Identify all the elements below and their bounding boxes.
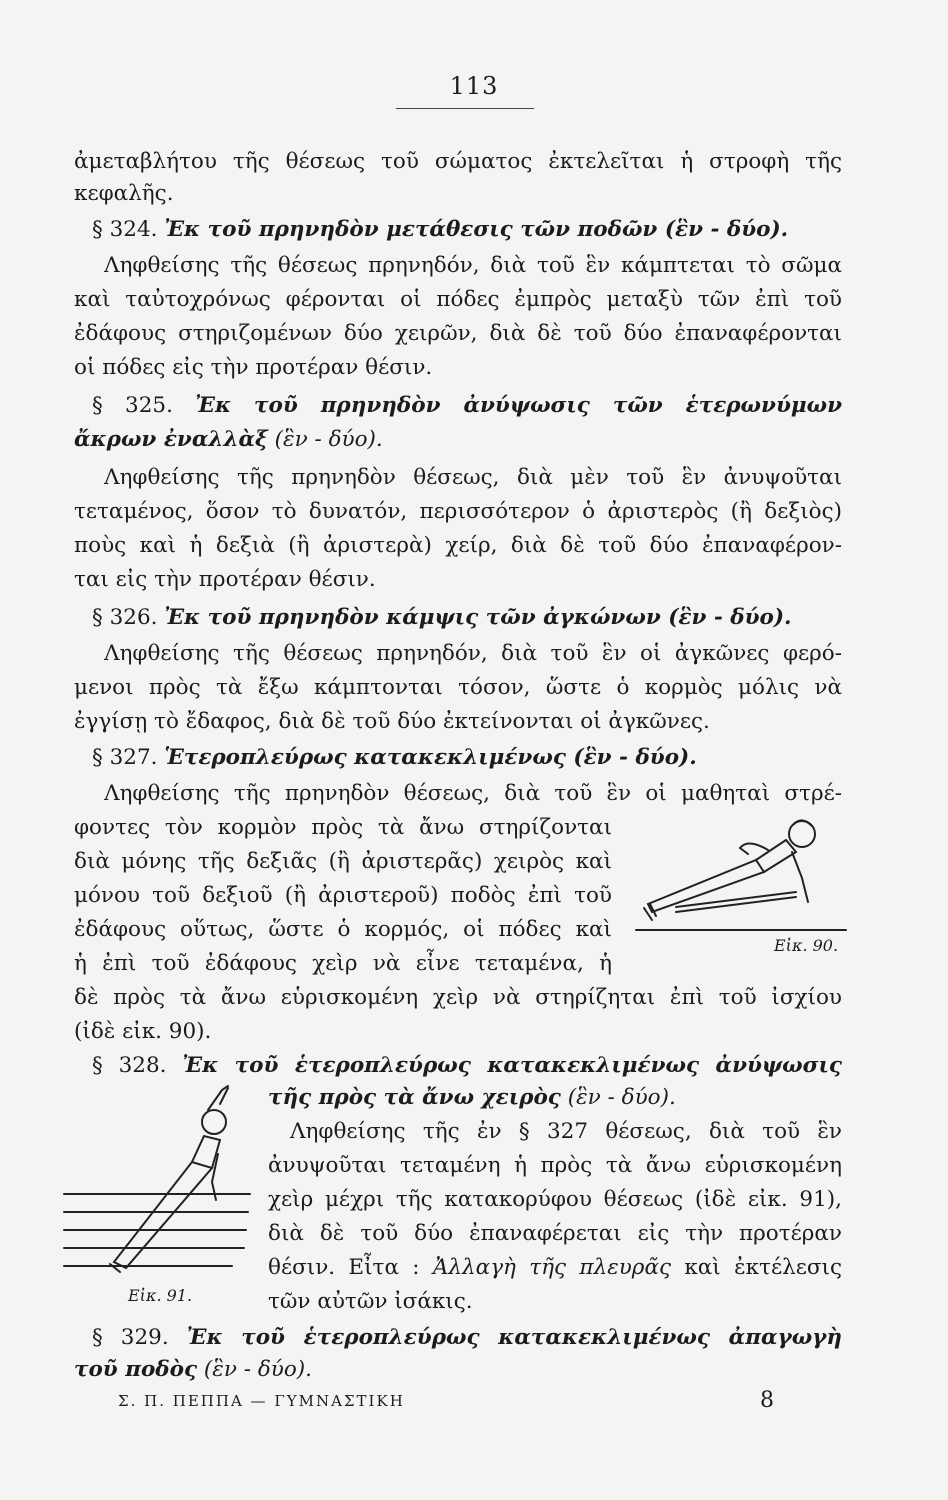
figure-91-illustration	[62, 1082, 252, 1282]
section-number: § 324.	[92, 217, 158, 242]
section-title: Ἐκ τοῦ ἑτεροπλεύρως κατακεκλιμένως ἀνύψωσις	[182, 1053, 842, 1078]
section-329-heading-cont	[74, 1354, 842, 1386]
text-line: ἡ ἐπὶ τοῦ ἐδάφους χεὶρ νὰ εἶνε τεταμένα, ἡ	[74, 951, 612, 976]
text-line: διὰ μόνης τῆς δεξιᾶς (ἢ ἀριστερᾶς) χειρὸς καὶ	[74, 849, 612, 874]
text-line: καὶ ταὐτοχρόνως φέρονται οἱ πόδες ἐμπρὸς μεταξὺ τῶν ἐπὶ τοῦ	[74, 287, 842, 312]
text-line: Ληφθείσης τῆς θέσεως πρηνηδόν, διὰ τοῦ ἓν οἱ ἀγκῶνες φερό-	[104, 641, 842, 666]
text-line: ἐδάφους στηριζομένων δύο χειρῶν, διὰ δὲ τοῦ δύο ἐπαναφέρονται	[74, 321, 842, 346]
text-line: Ληφθείσης τῆς πρηνηδὸν θέσεως, διὰ μὲν τοῦ ἓν ἀνυψοῦται	[104, 465, 842, 490]
section-329-heading	[92, 1322, 842, 1354]
text-line: κεφαλῆς.	[74, 181, 174, 206]
section-title: Ἐκ τοῦ πρηνηδὸν κάμψις τῶν ἀγκώνων (ἓν - δύο).	[164, 605, 792, 630]
text-line: φοντες τὸν κορμὸν πρὸς τὰ ἄνω στηρίζονται	[74, 815, 612, 840]
text-line: ἐδάφους οὕτως, ὥστε ὁ κορμός, οἱ πόδες καὶ	[74, 917, 612, 942]
section-325-heading	[92, 390, 842, 422]
header-rule	[396, 108, 534, 109]
section-number: § 325.	[92, 393, 173, 418]
text-line: οἱ πόδες εἰς τὴν προτέραν θέσιν.	[74, 355, 433, 380]
section-325-heading-cont	[74, 424, 842, 456]
text-line: δὲ πρὸς τὰ ἄνω εὑρισκομένη χεὶρ νὰ στηρίζηται ἐπὶ τοῦ ἰσχίου	[74, 985, 842, 1010]
section-title: Ἐκ τοῦ πρηνηδὸν ἀνύψωσις τῶν ἑτερωνύμων	[195, 393, 842, 418]
text-fragment: καὶ ἐκτέλεσις	[684, 1255, 842, 1280]
text-line: ἐγγίσῃ τὸ ἔδαφος, διὰ δὲ τοῦ δύο ἐκτείνονται οἱ ἀγκῶνες.	[74, 709, 710, 734]
section-title: ἄκρων ἐναλλὰξ	[74, 427, 268, 452]
section-count: (ἓν - δύο).	[203, 1357, 313, 1382]
text-line: διὰ δὲ τοῦ δύο ἐπαναφέρεται εἰς τὴν προτέραν	[268, 1221, 842, 1246]
figure-91-caption: Εἰκ. 91.	[128, 1286, 193, 1305]
text-line: Ληφθείσης τῆς ἐν § 327 θέσεως, διὰ τοῦ ἓν	[290, 1119, 842, 1144]
text-line	[268, 1252, 842, 1284]
section-number: § 326.	[92, 605, 158, 630]
signature-mark: 8	[760, 1388, 774, 1413]
text-line: Ληφθείσης τῆς θέσεως πρηνηδόν, διὰ τοῦ ἓν κάμπτεται τὸ σῶμα	[104, 253, 842, 278]
section-number: § 329.	[92, 1325, 169, 1350]
text-line: ἀνυψοῦται τεταμένη ἡ πρὸς τὰ ἄνω εὑρισκομένη	[268, 1153, 842, 1178]
section-title: τοῦ ποδὸς	[74, 1357, 198, 1382]
section-title: Ἑτεροπλεύρως κατακεκλιμένως (ἓν - δύο).	[164, 745, 697, 770]
section-title: τῆς πρὸς τὰ ἄνω χειρὸς	[268, 1085, 561, 1110]
section-327-heading	[92, 742, 842, 774]
text-line: χεὶρ μέχρι τῆς κατακορύφου θέσεως (ἰδὲ εἰκ. 91),	[268, 1187, 842, 1212]
section-count: (ἓν - δύο).	[567, 1085, 676, 1110]
text-line: ται εἰς τὴν προτέραν θέσιν.	[74, 567, 376, 592]
section-title: Ἐκ τοῦ πρηνηδὸν μετάθεσις τῶν ποδῶν (ἓν - δύο).	[164, 217, 789, 242]
text-line: ἀμεταβλήτου τῆς θέσεως τοῦ σώματος ἐκτελεῖται ἡ στροφὴ τῆς	[74, 149, 842, 174]
text-line: ποὺς καὶ ἡ δεξιὰ (ἢ ἀριστερὰ) χείρ, διὰ δὲ τοῦ δύο ἐπαναφέρον-	[74, 533, 842, 558]
section-328-heading-cont	[268, 1082, 842, 1114]
section-328-heading	[92, 1050, 842, 1082]
figure-90-caption: Εἰκ. 90.	[774, 936, 839, 955]
running-footer: Σ. Π. ΠΕΠΠΑ — ΓΥΜΝΑΣΤΙΚΗ	[118, 1392, 405, 1410]
text-line: τῶν αὐτῶν ἰσάκις.	[268, 1289, 473, 1314]
section-324-heading	[92, 214, 842, 246]
text-line: μόνου τοῦ δεξιοῦ (ἢ ἀριστεροῦ) ποδὸς ἐπὶ τοῦ	[74, 883, 612, 908]
section-count: (ἓν - δύο).	[274, 427, 383, 452]
figure-90-illustration	[636, 812, 846, 947]
text-fragment: θέσιν. Εἶτα :	[268, 1255, 420, 1280]
text-line: μενοι πρὸς τὰ ἔξω κάμπτονται τόσον, ὥστε ὁ κορμὸς μόλις νὰ	[74, 675, 842, 700]
section-number: § 328.	[92, 1053, 167, 1078]
page-number: 113	[449, 72, 499, 100]
text-line: τεταμένος, ὅσον τὸ δυνατόν, περισσότερον ὁ ἀριστερὸς (ἢ δεξιὸς)	[74, 499, 842, 524]
text-emphasis: Ἀλλαγὴ τῆς πλευρᾶς	[432, 1255, 671, 1280]
text-line: Ληφθείσης τῆς πρηνηδὸν θέσεως, διὰ τοῦ ἓν οἱ μαθηταὶ στρέ-	[104, 781, 842, 806]
section-326-heading	[92, 602, 842, 634]
section-title: Ἐκ τοῦ ἑτεροπλεύρως κατακεκλιμένως ἀπαγωγὴ	[186, 1325, 842, 1350]
section-number: § 327.	[92, 745, 158, 770]
text-line: (ἰδὲ εἰκ. 90).	[74, 1019, 212, 1044]
